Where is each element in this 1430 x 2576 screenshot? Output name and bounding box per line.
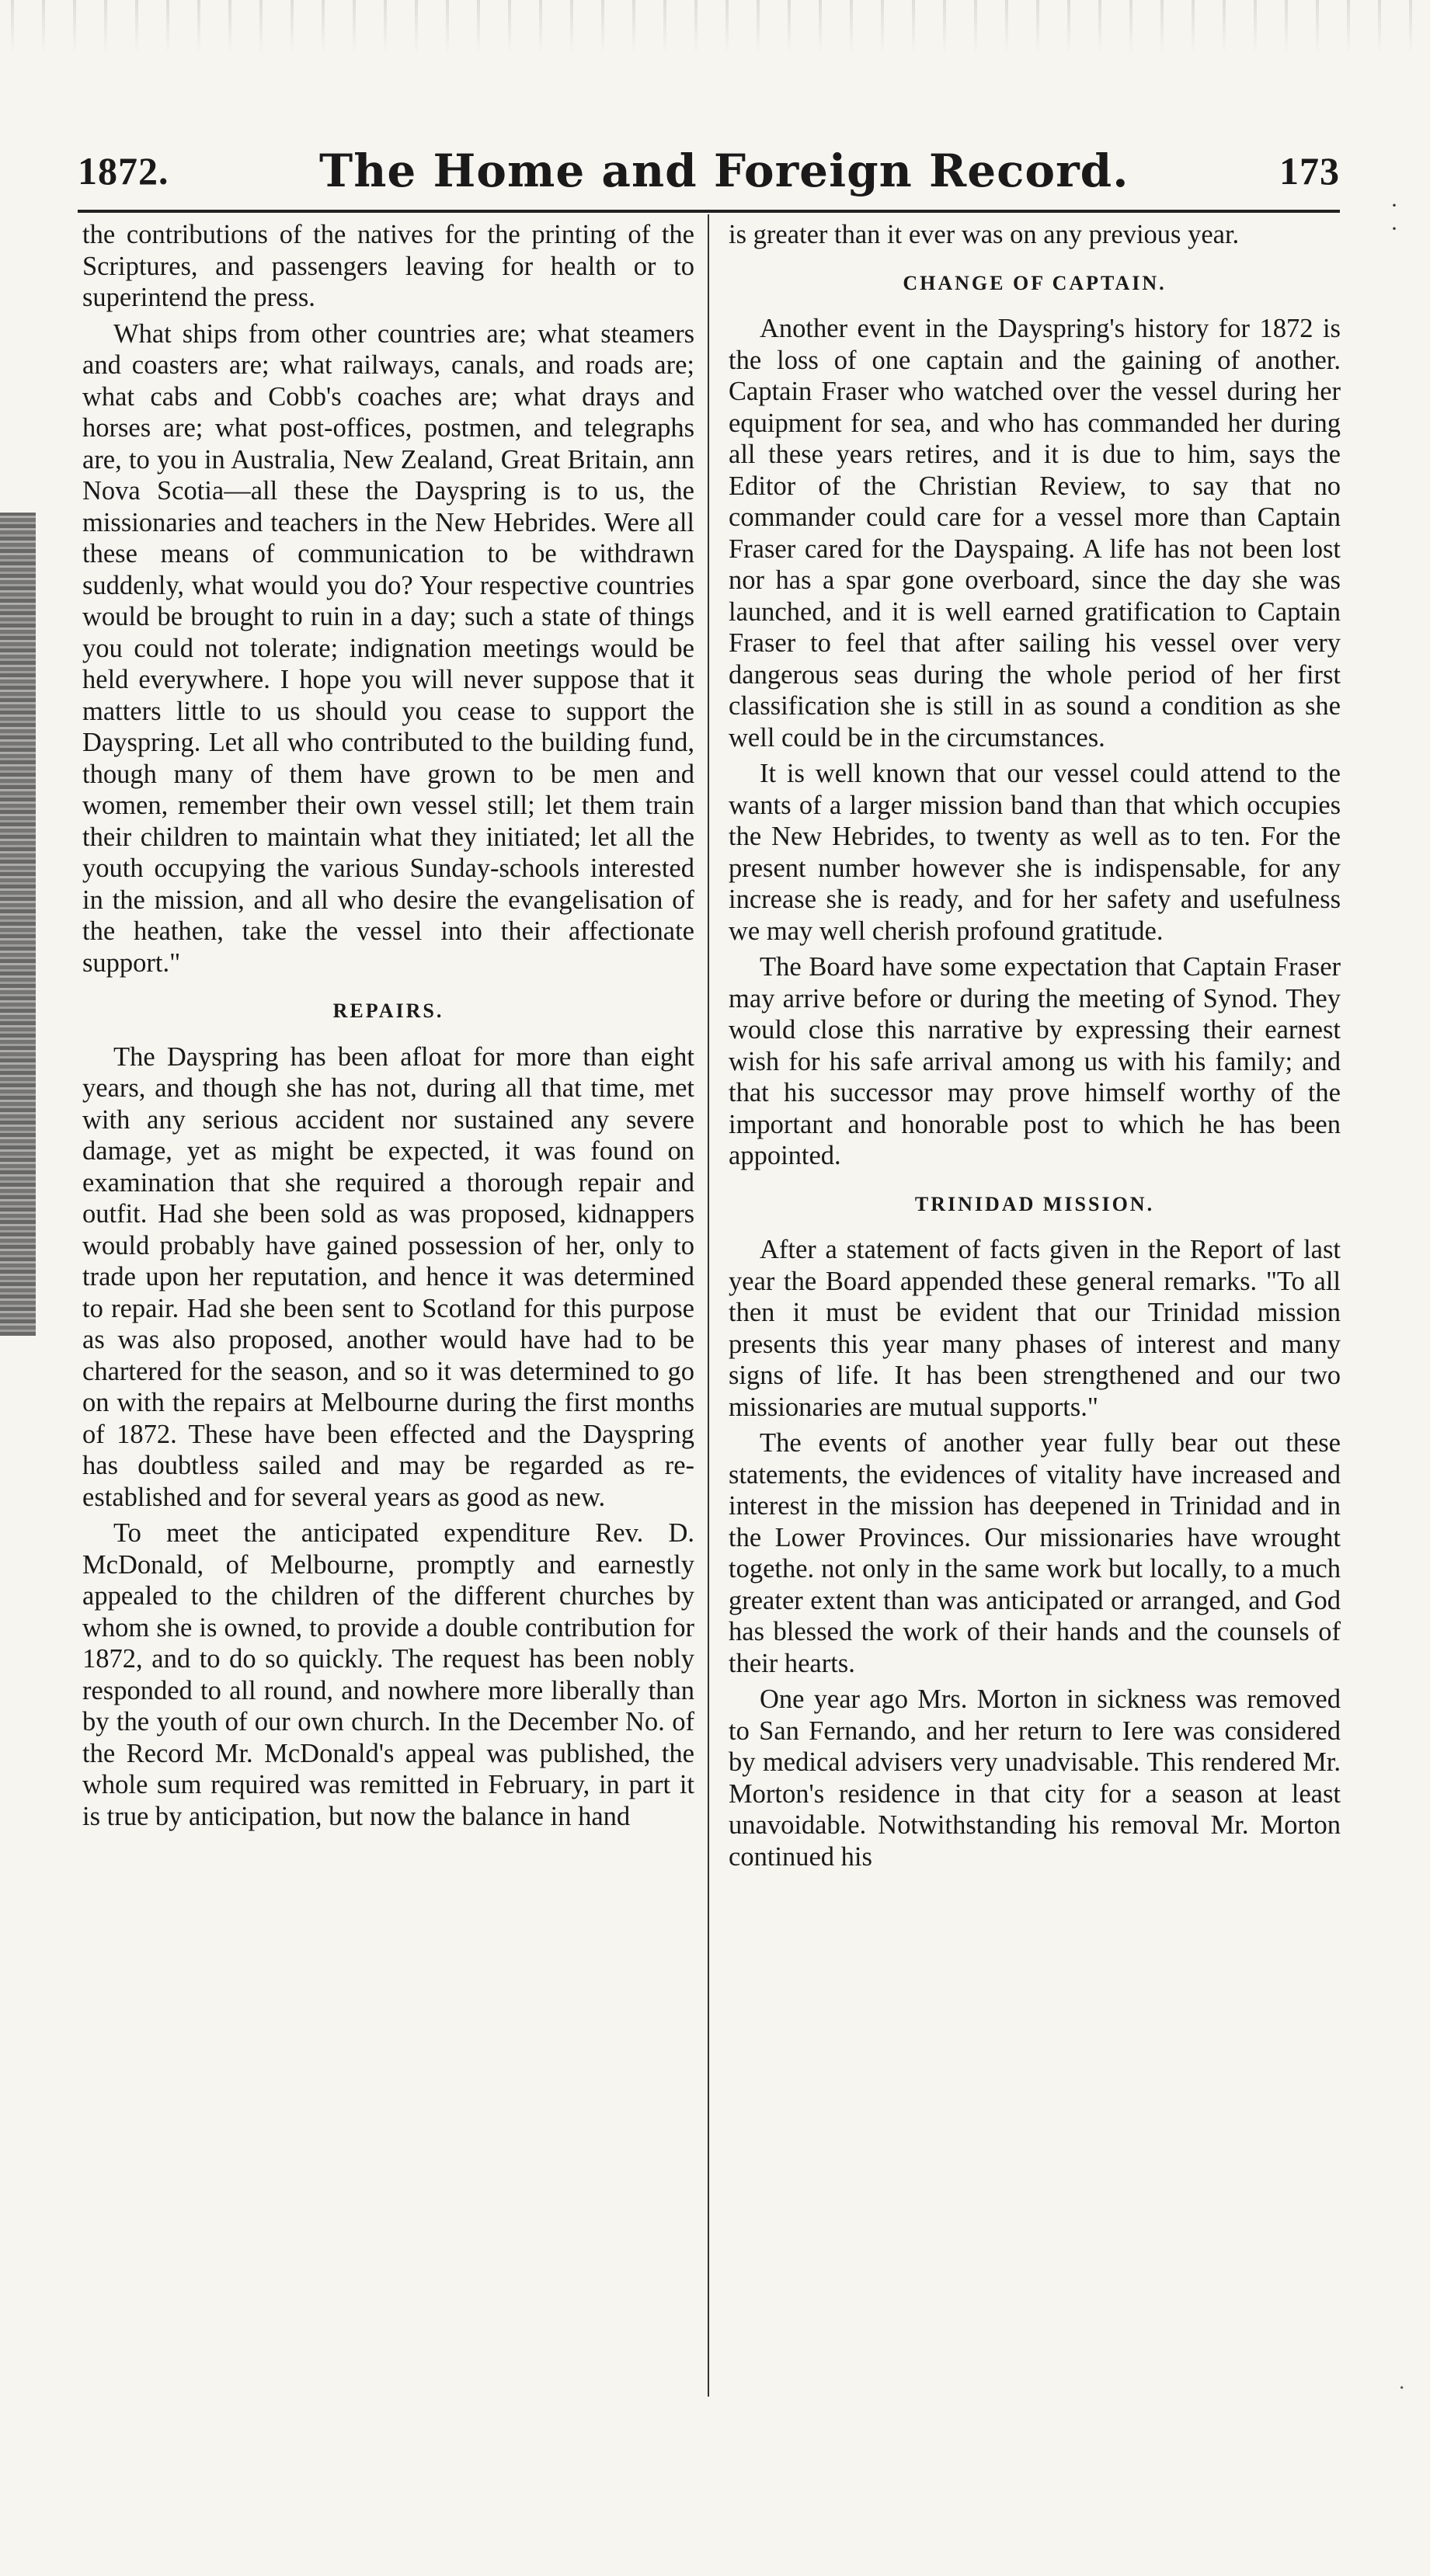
paragraph: The events of another year fully bear out these statements, the evidences of vitality have increased and interest in the mission has deepened in Trinidad and in the Lower Provinces. Our missionaries have wrought togethe. not only in the same work but locally, to a much greater extent than was anticipated or arranged, and God has blessed the work of their hands and the counsels of their hearts.: [729, 1428, 1341, 1678]
paragraph: the contributions of the natives for the printing of the Scriptures, and passengers leaving for health or to superintend the press.: [82, 220, 694, 312]
header-title: The Home and Foreign Record.: [319, 144, 1129, 197]
right-column: [729, 219, 1341, 2393]
paragraph: Another event in the Dayspring's history for 1872 is the loss of one captain and the gaining of another. Captain Fraser who watched over the vessel during her equipment for sea, and who has commanded her during all these years retires, and it is due to him, says the Editor of the Christian Review, to say that no commander could care for a vessel more than Captain Fraser cared for the Dayspaing. A life has not been lost nor has a spar gone overboard, since the day she was launched, and it is well earned gratification to Captain Fraser to feel that after sailing his vessel over very dangerous seas during the whole period of her first classification she is still in as sound a condition as she well could be in the circumstances.: [729, 314, 1341, 753]
paragraph: One year ago Mrs. Morton in sickness was removed to San Fernando, and her return to Iere was considered by medical advisers very unadvisable. This rendered Mr. Morton's residence in that city for a season at least unavoidable. Notwithstanding his removal Mr. Morton continued his: [729, 1684, 1341, 1872]
scan-top-noise: [0, 0, 1430, 70]
section-heading-trinidad-mission: TRINIDAD MISSION.: [914, 1192, 1155, 1215]
column-divider: [708, 214, 709, 2397]
paragraph: The Board have some expectation that Captain Fraser may arrive before or during the meeting of Synod. They would close this narrative by expressing their earnest wish for his safe arrival among us with his family; and that his successor may prove himself worthy of the important and honorable post to which he has been appointed.: [729, 952, 1341, 1170]
paragraph: The Dayspring has been afloat for more than eight years, and though she has not, during all that time, met with any serious accident nor sustained any severe damage, yet as might be expected, it was found on examination that she required a thorough repair and outfit. Had she been sold as was proposed, kidnappers would probably have gained possession of her, only to trade upon her reputation, and hence it was determined to repair. Had she been sent to Scotland for this purpose as was also proposed, another would have had to be chartered for the season, and so it was determined to go on with the repairs at Melbourne during the first months of 1872. These have been effected and the Dayspring has doubtless sailed and may be regarded as re-established and for several years as good as new.: [82, 1041, 694, 1512]
bottom-speck: ·: [1398, 2376, 1406, 2400]
scan-edge-artifact: [0, 513, 36, 1336]
header-page-number: 173: [1279, 149, 1340, 193]
page-header: [78, 140, 1340, 202]
paragraph: is greater than it ever was on any previous year.: [729, 220, 1240, 249]
paragraph: It is well known that our vessel could attend to the wants of a larger mission band than that which occupies the New Hebrides, to twenty as well as to ten. For the present number however she is indispensable, for any increase she is ready, and for her safety and usefulness we may well cherish profound gratitude.: [729, 759, 1341, 946]
left-column: [82, 219, 694, 2393]
paragraph: To meet the anticipated expenditure Rev. D. McDonald, of Melbourne, promptly and earnestly appealed to the children of the different churches by whom she is owned, to provide a double contribution for 1872, and to do so quickly. The request has been nobly responded to all round, and nowhere more liberally than by the youth of our own church. In the December No. of the Record Mr. McDonald's appeal was published, the whole sum required was remitted in February, in part it is true by anticipation, but now the balance in hand: [82, 1518, 694, 1831]
section-heading-repairs: REPAIRS.: [332, 999, 444, 1022]
header-year: 1872.: [78, 149, 169, 193]
margin-specks: · ·: [1390, 193, 1398, 242]
paragraph: After a statement of facts given in the Report of last year the Board appended these general remarks. "To all then it must be evident that our Trinidad mission presents this year many phases of interest and many signs of life. It has been strengthened and our two missionaries are mutual supports.": [729, 1235, 1341, 1422]
paragraph: What ships from other countries are; what steamers and coasters are; what railways, canals, and roads are; what cabs and Cobb's coaches are; what drays and horses are; what post-offices, postmen, and telegraphs are, to you in Australia, New Zealand, Great Britain, ann Nova Scotia—all these the Dayspring is to us, the missionaries and teachers in the New Hebrides. Were all these means of communication to be withdrawn suddenly, what would you do? Your respective countries would be brought to ruin in a day; such a state of things you could not tolerate; indignation meetings would be held everywhere. I hope you will never suppose that it matters little to us should you cease to support the Dayspring. Let all who contributed to the building fund, though many of them have grown to be men and women, remember their own vessel still; let them train their children to maintain what they initiated; let all the youth occupying the various Sunday-schools interested in the mission, and all who desire the evangelisation of the heathen, take the vessel into their affectionate support.": [82, 318, 694, 978]
section-heading-change-of-captain: CHANGE OF CAPTAIN.: [903, 271, 1167, 294]
header-rule: [78, 210, 1340, 213]
